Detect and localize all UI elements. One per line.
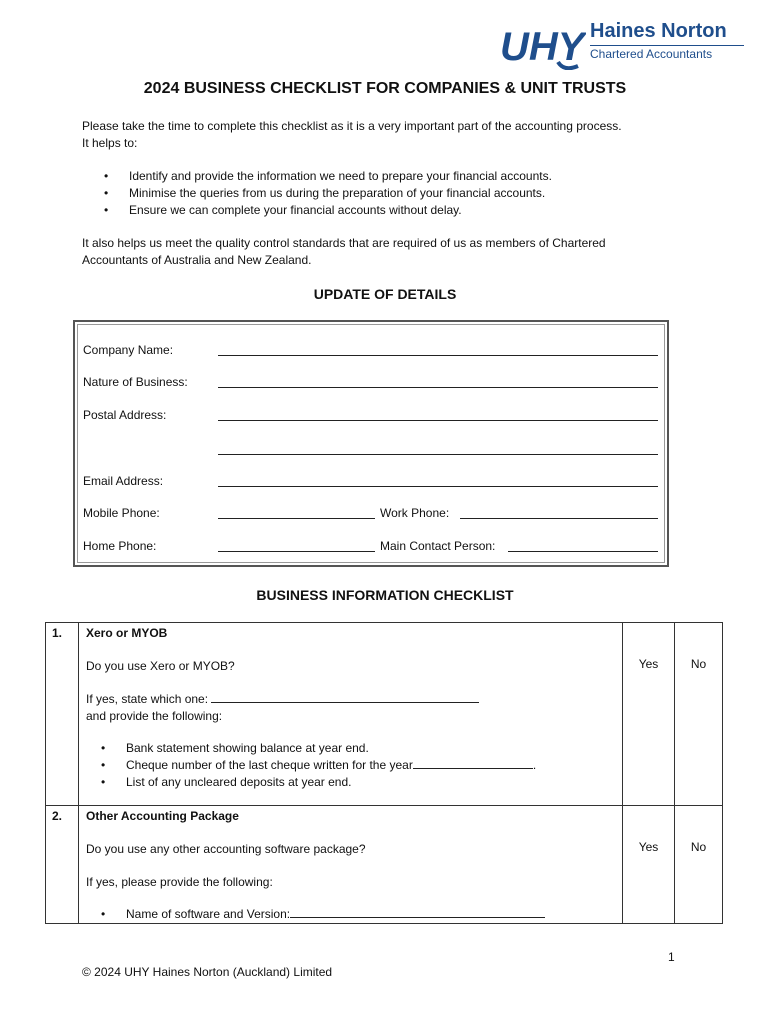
list-item: • Ensure we can complete your financial accounts without delay.	[82, 202, 702, 219]
closing-paragraph	[82, 235, 692, 269]
item-question: Do you use Xero or MYOB?	[86, 659, 235, 673]
home-phone-label: Home Phone:	[83, 539, 157, 553]
list-item: • Bank statement showing balance at year end.	[79, 740, 622, 757]
item-instruction: If yes, state which one:	[86, 691, 622, 708]
postal-address-field[interactable]	[218, 420, 658, 421]
logo-divider	[590, 45, 744, 46]
home-phone-field[interactable]	[218, 551, 375, 552]
software-name-field[interactable]	[211, 692, 479, 703]
closing-line: It also helps us meet the quality control standards that are required of us as members of Chartered	[82, 236, 606, 250]
nature-of-business-field[interactable]	[218, 387, 658, 388]
item-number: 1.	[46, 623, 79, 806]
logo-subtitle: Chartered Accountants	[590, 47, 713, 61]
company-logo	[500, 20, 750, 72]
item-title: Xero or MYOB	[86, 626, 168, 640]
table-row	[46, 806, 723, 924]
svg-text:UHY: UHY	[500, 25, 585, 69]
yes-option[interactable]: Yes	[623, 623, 675, 806]
logo-name: Haines Norton	[590, 20, 727, 42]
mobile-phone-label: Mobile Phone:	[83, 506, 160, 520]
main-contact-label: Main Contact Person:	[380, 539, 496, 553]
software-version-field[interactable]	[290, 907, 545, 918]
nature-of-business-label: Nature of Business:	[83, 375, 188, 389]
closing-line: Accountants of Australia and New Zealand.	[82, 253, 312, 267]
table-row	[46, 623, 723, 806]
work-phone-label: Work Phone:	[380, 506, 450, 520]
intro-line: It helps to:	[82, 136, 138, 150]
list-item: • Name of software and Version:	[79, 906, 622, 923]
intro-bullet-list	[82, 168, 702, 219]
item-content	[79, 806, 623, 924]
mobile-phone-field[interactable]	[218, 518, 375, 519]
work-phone-field[interactable]	[460, 518, 658, 519]
details-heading: UPDATE OF DETAILS	[313, 286, 457, 302]
details-form	[73, 320, 669, 567]
checklist-heading: BUSINESS INFORMATION CHECKLIST	[256, 587, 514, 603]
item-bullet-list	[79, 906, 622, 923]
copyright-footer: © 2024 UHY Haines Norton (Auckland) Limited	[82, 965, 333, 979]
item-content	[79, 623, 623, 806]
list-item: • Minimise the queries from us during the preparation of your financial accounts.	[82, 185, 702, 202]
page-title: 2024 BUSINESS CHECKLIST FOR COMPANIES & UNIT TRUSTS	[143, 80, 627, 97]
main-contact-field[interactable]	[508, 551, 658, 552]
postal-address-field-line-2[interactable]	[218, 454, 658, 455]
item-question: Do you use any other accounting software package?	[86, 842, 366, 856]
list-item: • Identify and provide the information we need to prepare your financial accounts.	[82, 168, 702, 185]
intro-paragraph	[82, 118, 692, 152]
item-instruction: If yes, please provide the following:	[86, 875, 273, 889]
email-address-field[interactable]	[218, 486, 658, 487]
item-title: Other Accounting Package	[86, 809, 239, 823]
cheque-number-field[interactable]	[413, 758, 533, 769]
list-item: • List of any uncleared deposits at year end.	[79, 774, 622, 791]
list-item: • Cheque number of the last cheque written for the year .	[79, 757, 622, 774]
postal-address-label: Postal Address:	[83, 408, 167, 422]
page-number: 1	[668, 950, 675, 964]
no-option[interactable]: No	[675, 623, 723, 806]
uhy-logo-mark-icon	[500, 22, 586, 70]
company-name-field[interactable]	[218, 355, 658, 356]
item-bullet-list	[79, 740, 622, 791]
intro-line: Please take the time to complete this checklist as it is a very important part of the accounting process.	[82, 119, 622, 133]
email-address-label: Email Address:	[83, 474, 164, 488]
yes-option[interactable]: Yes	[623, 806, 675, 924]
checklist-table	[45, 622, 723, 924]
item-instruction: and provide the following:	[86, 709, 223, 723]
company-name-label: Company Name:	[83, 343, 174, 357]
no-option[interactable]: No	[675, 806, 723, 924]
item-number: 2.	[46, 806, 79, 924]
